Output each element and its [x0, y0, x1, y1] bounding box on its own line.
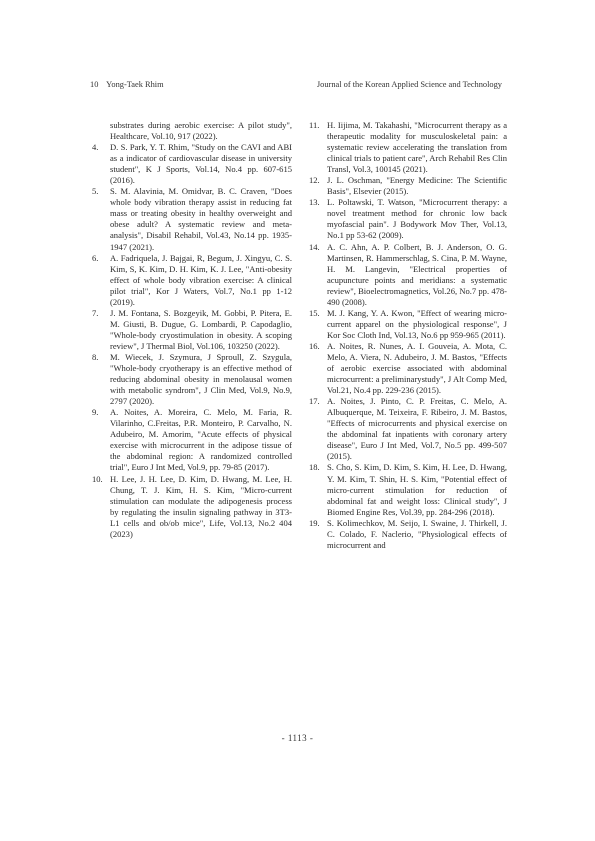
reference-item: [309, 308, 507, 341]
reference-number: 13.: [309, 197, 320, 208]
reference-text: A. Noites, A. Moreira, C. Melo, M. Faria, R. Vilarinho, C.Freitas, P.R. Monteiro, P. Carvalho, N. Adubeiro, M. Amorim, "Acute effects of physical exercise with microcurrent in the adipose tissue of the abdominal region: A randomized controlled trial", Euro J Int Med, Vol.9, pp. 79-85 (2017).: [110, 407, 292, 473]
reference-item: [92, 253, 292, 308]
reference-text: J. M. Fontana, S. Bozgeyik, M. Gobbi, P. Pitera, E. M. Giusti, B. Dugue, G. Lombardi, P. Capodaglio, "Whole-body cryostimulation in obesity. A scoping review", J Thermal Biol, Vol.106, 103250 (2022).: [110, 307, 292, 351]
reference-number: 14.: [309, 241, 320, 252]
reference-text: A. Noites, R. Nunes, A. I. Gouveia, A. Mota, C. Melo, A. Viera, N. Adubeiro, J. M. Bastos, "Effects of aerobic exercise associated with abdominal microcurrent: a preliminarystudy", J Alt Comp Med, Vol.21, No.4 pp. 229-236 (2015).: [327, 340, 507, 396]
reference-number: 19.: [309, 517, 320, 528]
reference-text: A. Fadriquela, J. Bajgai, R, Begum, J. Xingyu, C. S. Kim, S, K. Kim, D. H. Kim, K. J. Lee, "Anti-obesity effect of whole body vibration exercise: A clinical pilot trial", Kor J Waters, Vol.7, No.1 pp 1-12 (2019).: [110, 252, 292, 307]
reference-item: [309, 120, 507, 175]
reference-item: [309, 175, 507, 197]
reference-number: 10.: [92, 473, 103, 484]
reference-item: [309, 462, 507, 517]
reference-number: 18.: [309, 462, 320, 473]
reference-item: [92, 142, 292, 186]
reference-text: S. Kolimechkov, M. Seijo, I. Swaine, J. Thirkell, J. C. Colado, F. Naclerio, "Physiological effects of microcurrent and: [327, 517, 507, 550]
reference-text: A. Noites, J. Pinto, C. P. Freitas, C. Melo, A. Albuquerque, M. Teixeira, F. Ribeiro, J. M. Bastos, "Effects of microcurrents and physical exercise on the abdominal fat inpatients with coronary artery disease", Euro J Int Med, Vol.7, No.5 pp. 499-507 (2015).: [327, 396, 507, 462]
header-left: [90, 80, 164, 89]
reference-item: [309, 518, 507, 551]
references-right-column: [309, 120, 507, 551]
reference-text: S. M. Alavinia, M. Omidvar, B. C. Craven, "Does whole body vibration therapy assist in reducing fat mass or treating obesity in healthy overweight and obese adult? A systematic review and meta-analysis", Disabil Rehabil, Vol.43, No.14 pp. 1935-1947 (2021).: [110, 186, 292, 252]
reference-text: substrates during aerobic exercise: A pilot study", Healthcare, Vol.10, 917 (2022).: [110, 120, 292, 142]
references-left-column: [92, 120, 292, 540]
reference-text: H. Iijima, M. Takahashi, "Microcurrent therapy as a therapeutic modality for musculoskeletal pain: a systematic review accelerating the translation from clinical trials to patient care", Arch Rehabil Res Clin Transl, Vol.3, 100145 (2021).: [327, 120, 507, 175]
reference-item: [92, 474, 292, 540]
reference-item: [309, 396, 507, 462]
reference-number: 7.: [92, 307, 99, 318]
reference-item: [92, 308, 292, 352]
author-name: Yong-Taek Rhim: [106, 80, 164, 89]
reference-number: 11.: [309, 120, 320, 130]
reference-item: [92, 120, 292, 142]
reference-number: 6.: [92, 252, 99, 263]
reference-text: D. S. Park, Y. T. Rhim, "Study on the CAVI and ABI as a indicator of cardiovascular disease in university student", K J Sports, Vol.14, No.4 pp. 607-615 (2016).: [110, 142, 292, 186]
reference-item: [309, 341, 507, 396]
page-footer-number: - 1113 -: [281, 733, 314, 743]
reference-text: J. L. Oschman, "Energy Medicine: The Scientific Basis", Elsevier (2015).: [327, 175, 507, 197]
reference-number: 17.: [309, 396, 320, 407]
reference-number: 4.: [92, 142, 99, 153]
reference-number: 8.: [92, 351, 99, 362]
reference-number: 15.: [309, 307, 320, 318]
reference-number: 9.: [92, 407, 99, 418]
reference-item: [92, 407, 292, 473]
reference-text: H. Lee, J. H. Lee, D. Kim, D. Hwang, M. Lee, H. Chung, T. J. Kim, H. S. Kim, "Micro-current stimulation can modulate the adipogenesis process by regulating the insulin signaling pathway in 3T3-L1 cells and ob/ob mice", Life, Vol.13, No.2 404 (2023): [110, 473, 292, 539]
reference-text: M. J. Kang, Y. A. Kwon, "Effect of wearing micro-current apparel on the physiological response", J Kor Soc Cloth Ind, Vol.13, No.6 pp 959-965 (2011).: [327, 307, 507, 340]
reference-number: 5.: [92, 186, 99, 197]
reference-item: [92, 186, 292, 252]
reference-item: [309, 197, 507, 241]
reference-number: 12.: [309, 175, 320, 186]
reference-item: [309, 242, 507, 308]
reference-text: M. Wiecek, J. Szymura, J Sproull, Z. Szygula, "Whole-body cryotherapy is an effective method of reducing abdominal obesity in menolausal women with metabolic syndrom", J Clin Med, Vol.9, No.9, 2797 (2020).: [110, 351, 292, 407]
reference-number: 16.: [309, 340, 320, 351]
reference-text: A. C. Ahn, A. P. Colbert, B. J. Anderson, O. G. Martinsen, R. Hammerschlag, S. Cina, P. M. Wayne, H. M. Langevin, "Electrical properties of acupuncture points and meridians: a systematic review", Bioelectromagnetics, Vol.26, No.7 pp. 478-490 (2008).: [327, 241, 507, 307]
journal-title: Journal of the Korean Applied Science and Technology: [316, 80, 502, 89]
running-header: [90, 80, 502, 96]
page-number: 10: [90, 80, 99, 89]
reference-item: [92, 352, 292, 407]
reference-text: L. Poltawski, T. Watson, "Microcurrent therapy: a novel treatment method for chronic low back myofascial pain". J Bodywork Mov Ther, Vol.13, No.1 pp 53-62 (2009).: [327, 197, 507, 241]
reference-text: S. Cho, S. Kim, D. Kim, S. Kim, H. Lee, D. Hwang, Y. M. Kim, T. Shin, H. S. Kim, "Potential effect of micro-current stimulation for reduction of abdominal fat and weight loss: Clinical study", J Biomed Engine Res, Vol.39, pp. 284-296 (2018).: [327, 462, 507, 517]
